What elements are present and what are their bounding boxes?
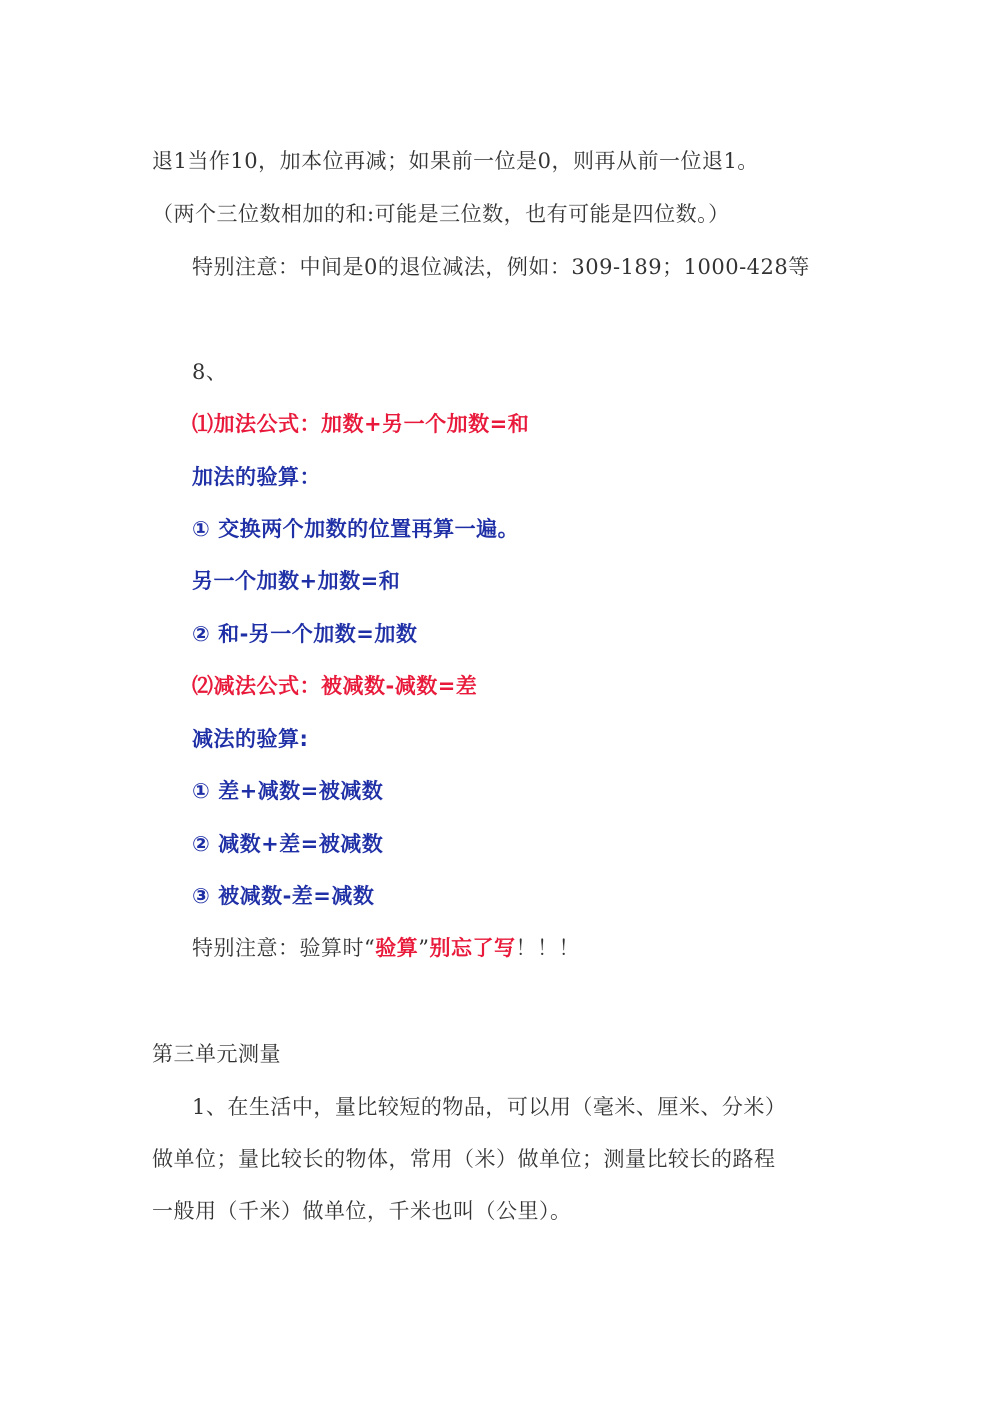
special-note-prefix: 特别注意：验算时“ [192, 936, 376, 960]
addition-check-1: ① 交换两个加数的位置再算一遍。 [192, 517, 520, 541]
unit-3-paragraph-line-3: 一般用（千米）做单位，千米也叫（公里）。 [152, 1199, 572, 1223]
intro-line-3: 特别注意：中间是0的退位减法，例如：309-189；1000-428等 [192, 255, 810, 279]
section-8-number: 8、 [192, 360, 228, 384]
unit-3-title: 第三单元测量 [152, 1042, 281, 1066]
special-note-highlight: 验算 [375, 936, 419, 960]
special-note-suffix: ！！！ [515, 936, 580, 960]
unit-3-paragraph-line-2: 做单位；量比较长的物体，常用（米）做单位；测量比较长的路程 [152, 1147, 776, 1171]
special-note [192, 933, 580, 963]
subtraction-check-3: ③ 被减数-差=减数 [192, 884, 375, 908]
subtraction-check-title: 减法的验算: [192, 727, 309, 751]
subtraction-check-1: ① 差+减数=被减数 [192, 779, 384, 803]
special-note-red-text: 别忘了写 [429, 936, 516, 960]
intro-line-2: （两个三位数相加的和:可能是三位数，也有可能是四位数。） [152, 202, 730, 226]
addition-check-2: ② 和-另一个加数=加数 [192, 622, 418, 646]
addition-check-1b: 另一个加数+加数=和 [192, 569, 401, 593]
special-note-close-quote: ” [418, 936, 430, 960]
addition-check-title: 加法的验算： [192, 465, 321, 489]
subtraction-formula: ⑵减法公式：被减数-减数=差 [192, 674, 478, 698]
unit-3-paragraph-line-1: 1、在生活中，量比较短的物品，可以用（毫米、厘米、分米） [192, 1095, 787, 1119]
intro-line-1: 退1当作10，加本位再减；如果前一位是0，则再从前一位退1。 [152, 149, 759, 173]
subtraction-check-2: ② 减数+差=被减数 [192, 832, 384, 856]
addition-formula: ⑴加法公式：加数+另一个加数=和 [192, 412, 530, 436]
